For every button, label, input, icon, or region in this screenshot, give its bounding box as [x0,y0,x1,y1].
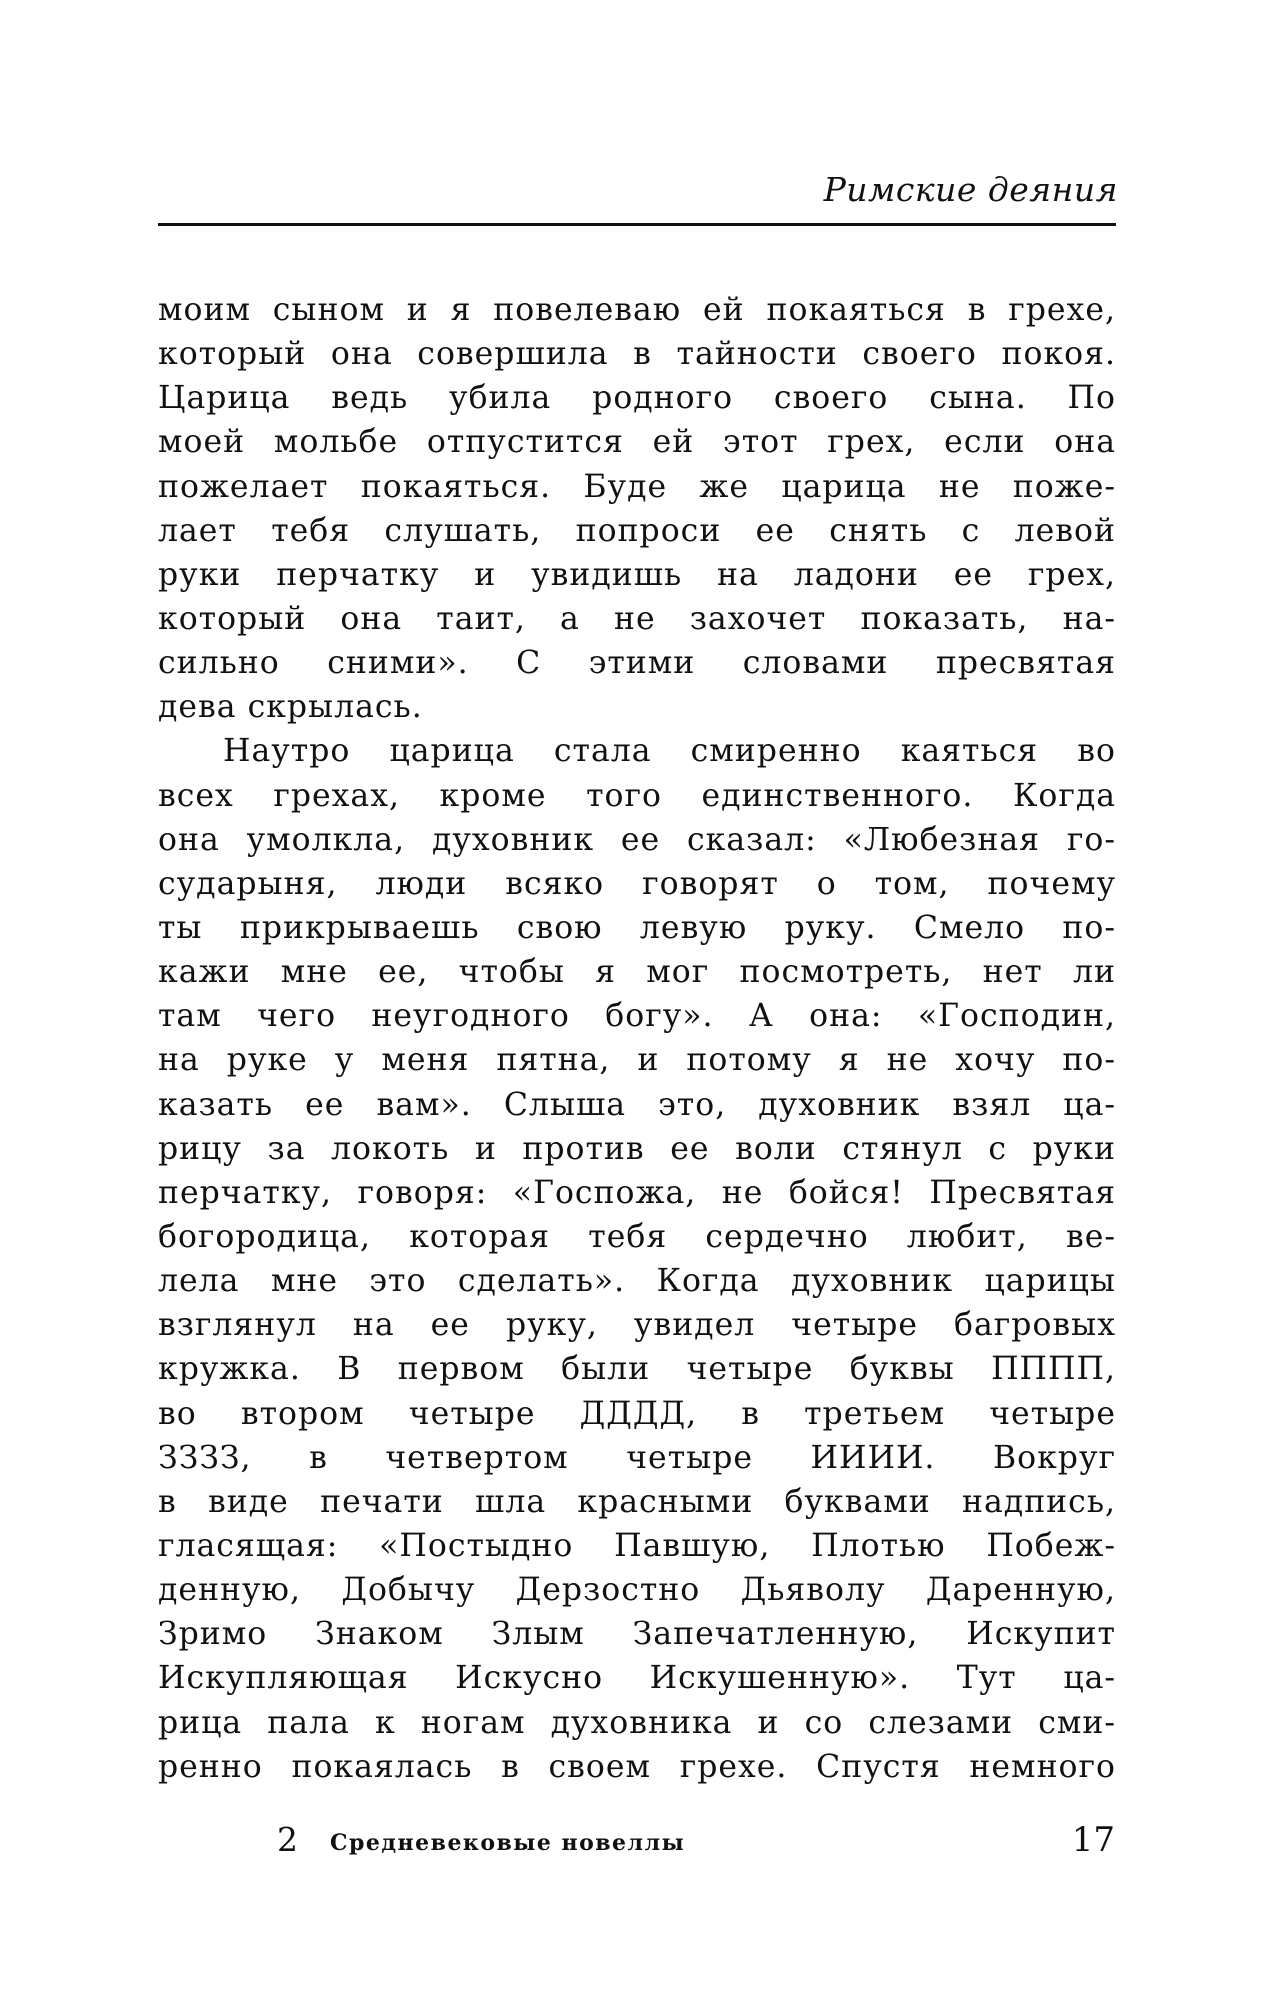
text-line: всех грехах, кроме того единственного. Когда [158,777,1116,814]
page-number: 17 [1071,1820,1115,1860]
text-line: моей мольбе отпустится ей этот грех, если она [158,424,1116,461]
text-line: лает тебя слушать, попроси ее снять с левой [158,512,1116,549]
text-line: богородица, которая тебя сердечно любит, ве- [158,1218,1116,1255]
text-line: казать ее вам». Слыша это, духовник взял ца- [158,1086,1116,1123]
text-line: Царица ведь убила родного своего сына. По [158,380,1116,417]
text-line: моим сыном и я повелеваю ей покаяться в грехе, [158,292,1116,328]
text-line: кажи мне ее, чтобы я мог посмотреть, нет ли [158,954,1116,991]
text-line: Искупляющая Искусно Искушенную». Тут ца- [158,1660,1116,1697]
text-line: Зримо Знаком Злым Запечатленную, Искупит [158,1616,1116,1653]
text-line: сильно сними». С этими словами пресвятая [158,645,1116,682]
text-line: гласящая: «Постыдно Павшую, Плотью Побеж- [158,1527,1116,1564]
text-line: кружка. В первом были четыре буквы ПППП, [158,1351,1116,1388]
text-line: она умолкла, духовник ее сказал: «Любезная го- [158,821,1116,858]
text-line: пожелает покаяться. Буде же царица не поже- [158,468,1116,505]
signature-number: 2 [277,1820,298,1859]
text-line: рицу за локоть и против ее воли стянул с руки [158,1130,1116,1167]
text-line: на руке у меня пятна, и потому я не хочу по- [158,1042,1116,1079]
text-line: рица пала к ногам духовника и со слезами сми- [158,1704,1116,1741]
text-line: там чего неугодного богу». А она: «Господин, [158,998,1116,1035]
header-rule [158,223,1116,226]
text-line: взглянул на ее руку, увидел четыре багровых [158,1307,1116,1344]
paragraph-end-line: дева скрылась. [158,689,423,726]
text-line: в виде печати шла красными буквами надпись, [158,1483,1116,1520]
running-head: Римские деяния [823,170,1118,209]
body-text [158,288,1116,1789]
text-line: ренно покаялась в своем грехе. Спустя немного [158,1748,1116,1785]
text-line: перчатку, говоря: «Госпожа, не бойся! Пресвятая [158,1174,1116,1211]
text-line: ЗЗЗЗ, в четвертом четыре ИИИИ. Вокруг [158,1439,1116,1476]
text-line: денную, Добычу Дерзостно Дьяволу Даренную, [158,1572,1116,1609]
footer-book-title: Средневековые новеллы [330,1830,686,1856]
text-line: ты прикрываешь свою левую руку. Смело по- [158,909,1116,946]
text-line: который она таит, а не захочет показать, на- [158,600,1116,637]
paragraph-first-line: Наутро царица стала смиренно каяться во [223,733,1116,770]
text-line: руки перчатку и увидишь на ладони ее грех, [158,556,1116,593]
text-line: во втором четыре ДДДД, в третьем четыре [158,1395,1116,1432]
text-line: лела мне это сделать». Когда духовник царицы [158,1263,1116,1300]
text-line: сударыня, люди всяко говорят о том, почему [158,865,1116,902]
text-line: который она совершила в тайности своего покоя. [158,336,1116,373]
